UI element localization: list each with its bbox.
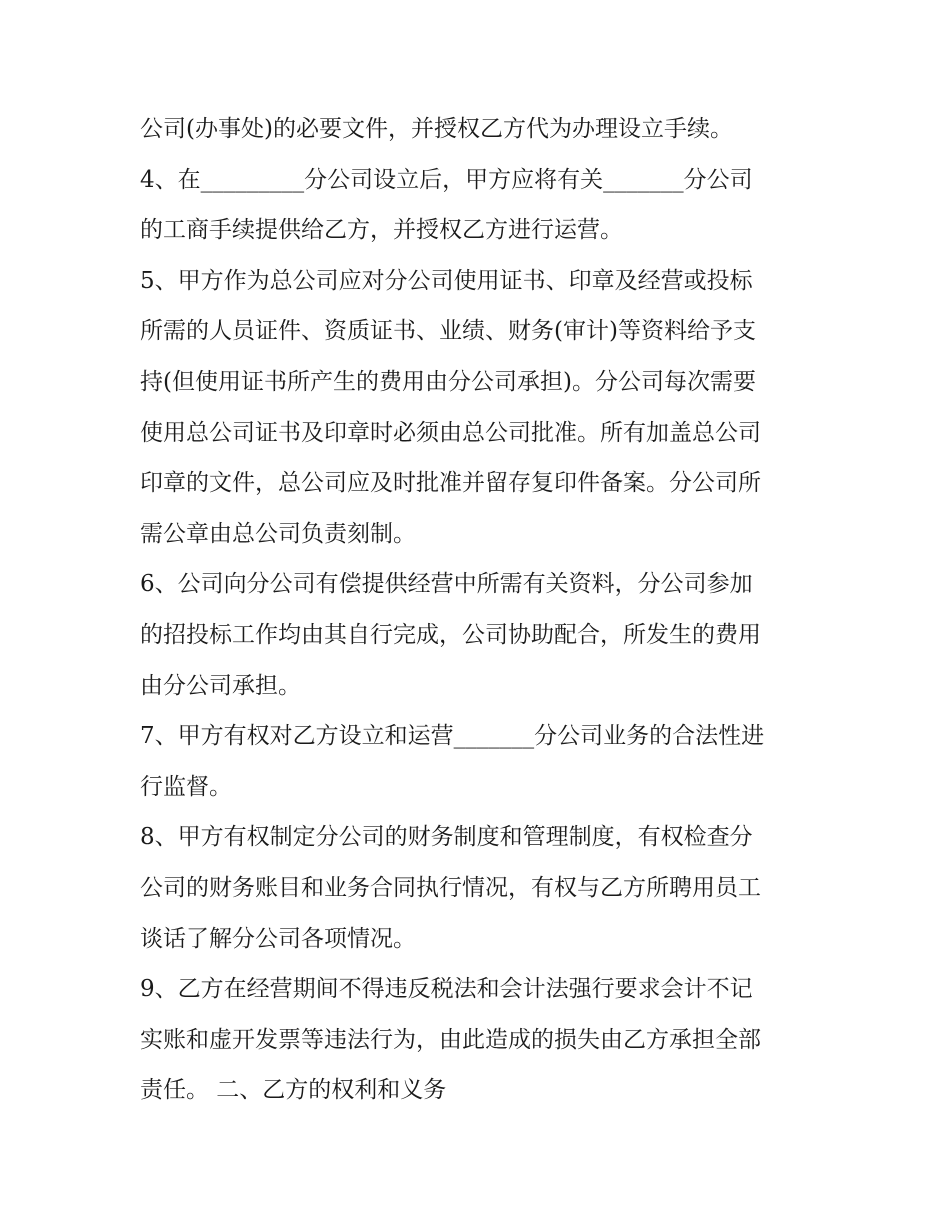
- text-line: 所需的人员证件、资质证书、业绩、财务(审计)等资料给予支: [140, 318, 756, 345]
- text-line: 谈话了解分公司各项情况。: [140, 925, 416, 952]
- text-line: 的招投标工作均由其自行完成，公司协助配合，所发生的费用: [140, 621, 761, 648]
- text-line: 的工商手续提供给乙方，并授权乙方进行运营。: [140, 217, 623, 244]
- text-line: 5、甲方作为总公司应对分公司使用证书、印章及经营或投标: [140, 267, 753, 294]
- text-line: 行监督。: [140, 773, 232, 800]
- text-line: 公司的财务账目和业务合同执行情况，有权与乙方所聘用员工: [140, 874, 761, 901]
- text-line: 9、乙方在经营期间不得违反税法和会计法强行要求会计不记: [140, 976, 753, 1003]
- text-line: 7、甲方有权对乙方设立和运营_______分公司业务的合法性进: [140, 723, 765, 750]
- text-line: 需公章由总公司负责刻制。: [140, 520, 416, 547]
- text-line: 4、在_________分公司设立后，甲方应将有关_______分公司: [140, 166, 753, 193]
- text-line: 由分公司承担。: [140, 672, 301, 699]
- text-line: 责任。 二、乙方的权利和义务: [140, 1077, 447, 1104]
- text-line: 实账和虚开发票等违法行为，由此造成的损失由乙方承担全部: [140, 1026, 761, 1053]
- text-line: 使用总公司证书及印章时必须由总公司批准。所有加盖总公司: [140, 419, 761, 446]
- text-line: 公司(办事处)的必要文件，并授权乙方代为办理设立手续。: [140, 116, 733, 142]
- document-body: [140, 104, 820, 1116]
- text-line: 8、甲方有权制定分公司的财务制度和管理制度，有权检查分: [140, 824, 753, 851]
- text-line: 持(但使用证书所产生的费用由分公司承担)。分公司每次需要: [140, 368, 756, 395]
- text-line: 印章的文件，总公司应及时批准并留存复印件备案。分公司所: [140, 470, 761, 497]
- text-line: 6、公司向分公司有偿提供经营中所需有关资料，分公司参加: [140, 571, 753, 598]
